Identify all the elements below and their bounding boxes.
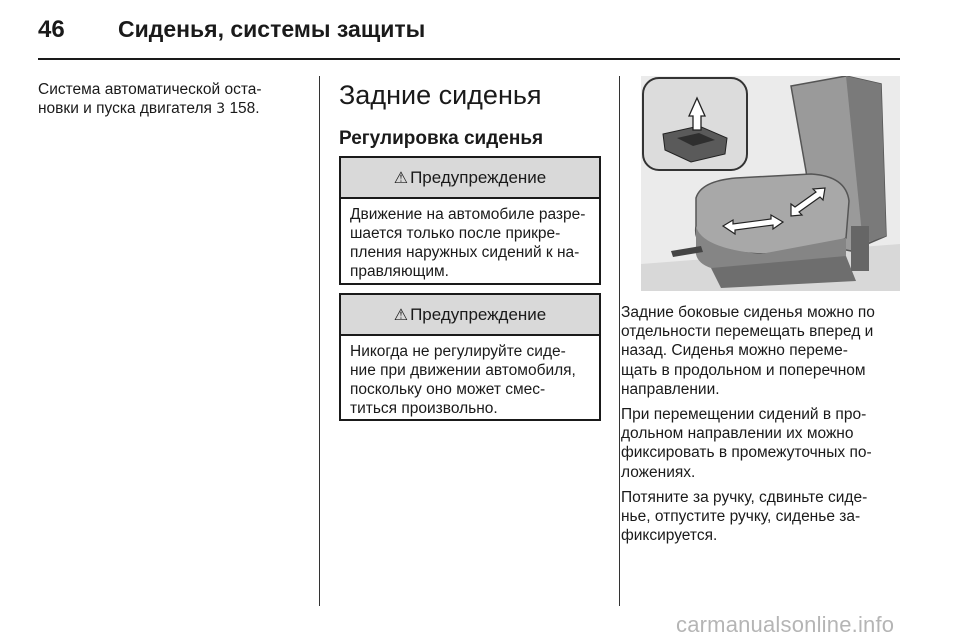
text-line: Потяните за ручку, сдвиньте сиде- <box>621 488 868 506</box>
seat-leg <box>851 226 869 271</box>
warning-line: Никогда не регулируйте сиде- <box>350 343 566 360</box>
paragraph <box>621 488 903 546</box>
text-line: щать в продольном и поперечном <box>621 361 866 379</box>
warning-triangle-icon: ⚠ <box>393 168 409 187</box>
column3-text <box>621 303 903 551</box>
warning-body <box>341 199 599 281</box>
page-ref-number[interactable]: 158. <box>229 100 260 117</box>
warning-body <box>341 336 599 418</box>
warning-line: поскольку оно может смес- <box>350 381 546 398</box>
text-line: фиксируется. <box>621 527 718 545</box>
column1-text <box>38 80 310 119</box>
text-line: отдельности перемещать вперед и <box>621 323 874 341</box>
column-divider-left <box>319 76 320 606</box>
text-line: фиксировать в промежуточных по- <box>621 444 872 462</box>
page-ref-arrow-icon[interactable]: 3 <box>216 101 226 117</box>
text-line: направлении. <box>621 380 720 398</box>
warning-line: правляющим. <box>350 263 449 280</box>
warning-line: титься произвольно. <box>350 400 498 417</box>
text-line: нье, отпустите ручку, сиденье за- <box>621 508 861 526</box>
subsection-title: Регулировка сиденья <box>339 128 544 149</box>
section-title: Задние сиденья <box>339 80 542 110</box>
warning-header <box>341 295 599 336</box>
page-header <box>38 16 425 52</box>
header-rule <box>38 58 900 60</box>
paragraph <box>621 303 903 399</box>
text-line: дольном направлении их можно <box>621 425 854 443</box>
warning-line: Движение на автомобиле разре- <box>350 206 586 223</box>
warning-title: Предупреждение <box>410 167 547 187</box>
column1-line-text: новки и пуска двигателя <box>38 100 212 117</box>
seat-illustration-svg <box>641 76 900 291</box>
watermark: carmanualsonline.info <box>676 612 895 637</box>
seat-adjustment-illustration <box>641 76 900 291</box>
paragraph <box>621 405 903 482</box>
warning-title: Предупреждение <box>410 304 547 324</box>
column1-line: Система автоматической оста- <box>38 81 262 98</box>
warning-line: пления наружных сидений к на- <box>350 244 580 261</box>
warning-triangle-icon: ⚠ <box>393 305 409 324</box>
page-number: 46 <box>38 16 65 43</box>
warning-line: ние при движении автомобиля, <box>350 362 576 379</box>
warning-line: шается только после прикре- <box>350 225 561 242</box>
column1-line <box>38 99 310 119</box>
text-line: ложениях. <box>621 463 696 481</box>
text-line: При перемещении сидений в про- <box>621 406 867 424</box>
text-line: Задние боковые сиденья можно по <box>621 304 875 321</box>
text-line: назад. Сиденья можно переме- <box>621 342 848 360</box>
warning-box <box>339 156 601 285</box>
warning-box <box>339 293 601 421</box>
column-divider-right <box>619 76 620 606</box>
warning-header <box>341 158 599 199</box>
page-heading: Сиденья, системы защиты <box>118 16 426 42</box>
